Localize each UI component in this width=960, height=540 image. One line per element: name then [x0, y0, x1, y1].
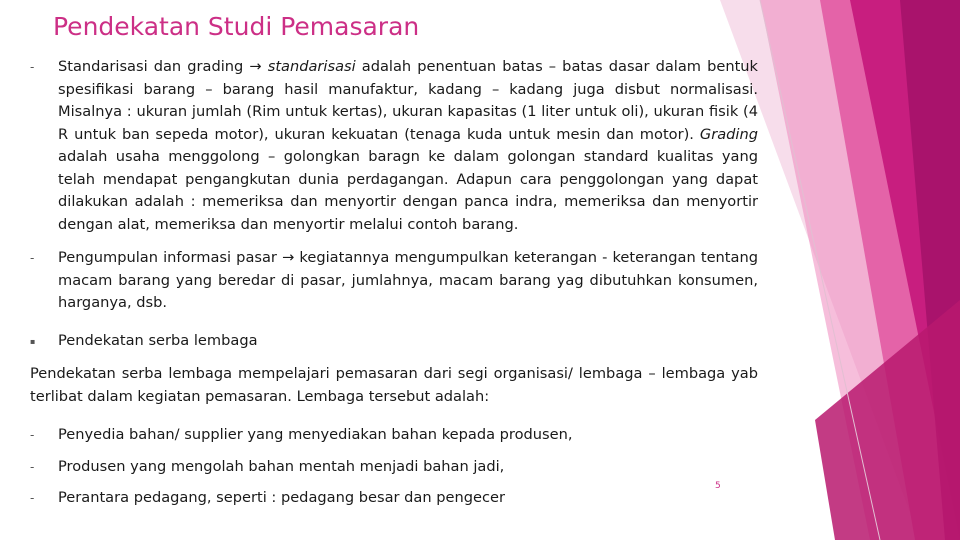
bullet-term: Grading	[699, 125, 758, 143]
list-item-text: Penyedia bahan/ supplier yang menyediakan bahan kepada produsen,	[58, 426, 573, 443]
bullet-informasi-pasar	[30, 247, 758, 315]
page-number: 5	[715, 481, 721, 491]
dash-bullet-icon: -	[30, 428, 35, 442]
list-item	[30, 487, 758, 510]
bullet-text: adalah usaha menggolong – golongkan baragn ke dalam golongan standard kualitas yang telah mendapat pengangkutan dunia perdagangan. Adapun cara penggolongan yang dapat dilakukan adalah : memeriksa dan menyortir dengan panca indra, memeriksa dan menyortir dengan alat, memeriksa dan menyortir melalui contoh barang.	[58, 148, 758, 233]
bullet-standarisasi	[30, 56, 758, 236]
dash-bullet-icon: -	[30, 491, 35, 505]
right-arrow-icon: →	[249, 58, 262, 75]
right-arrow-icon: →	[282, 249, 295, 266]
list-item	[30, 424, 758, 447]
bullet-term: standarisasi	[261, 58, 356, 75]
bullet-text: Pengumpulan informasi pasar	[58, 249, 283, 266]
square-bullet-icon: ▪	[30, 336, 36, 346]
bullet-text: Pendekatan serba lembaga	[58, 331, 258, 349]
bullet-serba-lembaga	[30, 330, 758, 353]
dash-bullet-icon: -	[30, 251, 35, 265]
slide-title: Pendekatan Studi Pemasaran	[53, 12, 420, 41]
dash-bullet-icon: -	[30, 459, 35, 474]
list-item-text: Perantara pedagang, seperti : pedagang besar dan pengecer	[58, 489, 506, 506]
list-item	[30, 456, 758, 479]
list-item-text: Produsen yang mengolah bahan mentah menjadi bahan jadi,	[58, 457, 505, 475]
bullet-text: kegiatannya mengumpulkan keterangan - keterangan tentang macam barang yang beredar di pasar, jumlahnya, macam barang yag dibutuhkan konsumen, harganya, dsb.	[58, 249, 758, 311]
dash-bullet-icon: -	[30, 60, 35, 74]
paragraph: Pendekatan serba lembaga mempelajari pemasaran dari segi organisasi/ lembaga – lembaga yab terlibat dalam kegiatan pemasaran. Lembaga tersebut adalah:	[30, 365, 758, 405]
bullet-text: adalah penentuan batas – batas dasar dalam bentuk spesifikasi barang – barang hasil manufaktur, kadang – kadang juga disbut normalisasi. Misalnya : ukuran jumlah (Rim untuk kertas), ukuran kapasitas (1 liter untuk oli), ukuran fisik (4 R untuk ban sepeda motor), ukuran kekuatan (tenaga kuda untuk mesin dan motor).	[58, 58, 758, 143]
bullet-text: Standarisasi dan grading	[58, 58, 250, 75]
slide-content	[30, 56, 758, 510]
